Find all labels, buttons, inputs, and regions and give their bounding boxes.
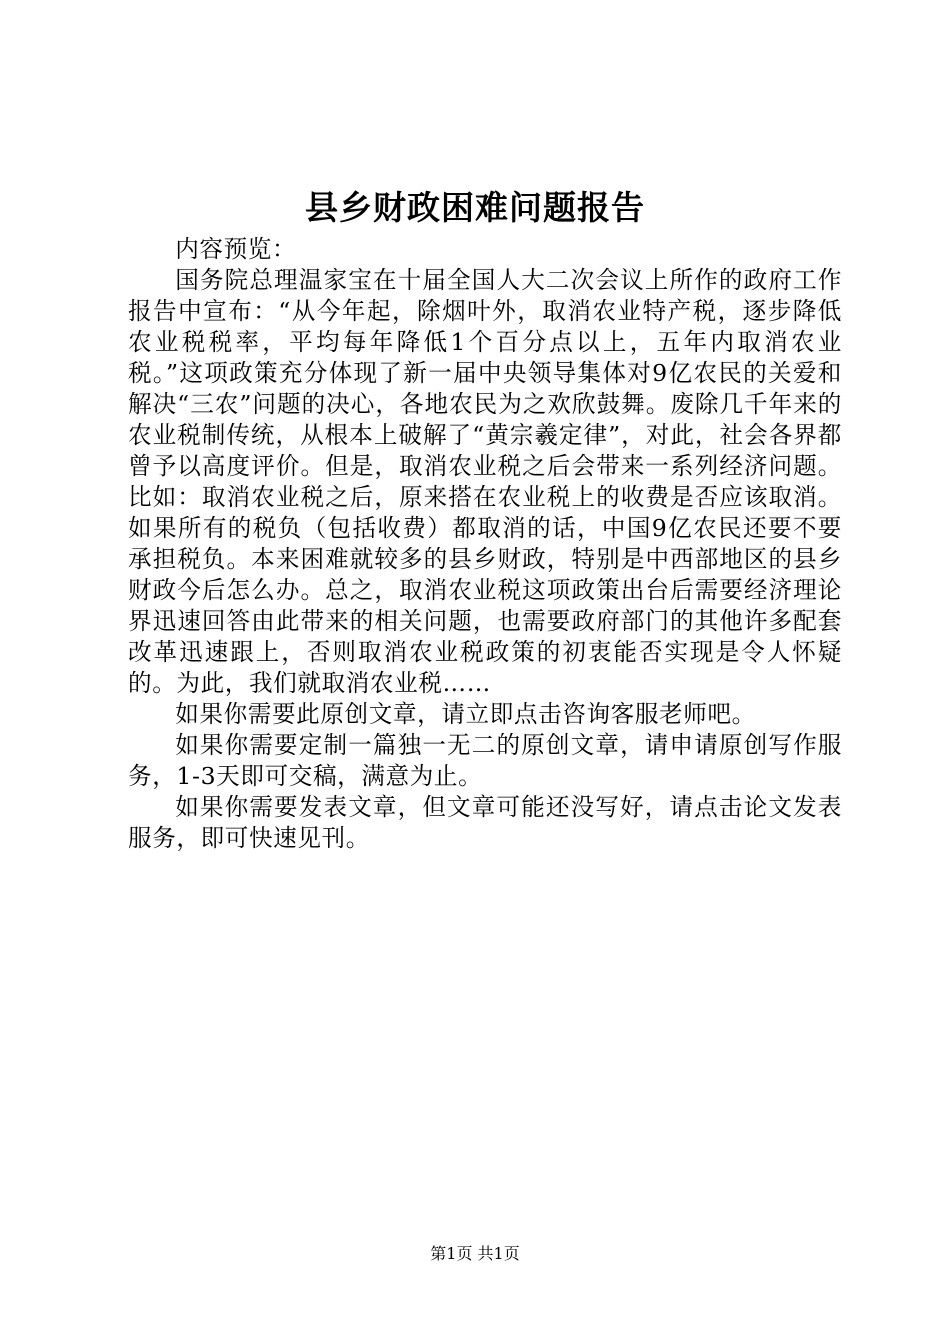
preview-label: 内容预览： [175, 235, 297, 263]
publish-paragraph: 如果你需要发表文章，但文章可能还没写好，请点击论文发表服务，即可快速见刊。 [128, 793, 842, 852]
preview-paragraph: 国务院总理温家宝在十届全国人大二次会议上所作的政府工作报告中宣布：“从今年起，除烟叶外，取消农业特产税，逐步降低农业税税率，平均每年降低1个百分点以上，五年内取消农业税。”这项政策充分体现了新一届中央领导集体对9亿农民的关爱和解决“三农”问题的决心，各地农民为之欢欣鼓舞。废除几千年来的农业税制传统，从根本上破解了“黄宗羲定律”，对此，社会各界都曾予以高度评价。但是，取消农业税之后会带来一系列经济问题。比如：取消农业税之后，原来搭在农业税上的收费是否应该取消。如果所有的税负（包括收费）都取消的话，中国9亿农民还要不要承担税负。本来困难就较多的县乡财政，特别是中西部地区的县乡财政今后怎么办。总之，取消农业税这项政策出台后需要经济理论界迅速回答由此带来的相关问题，也需要政府部门的其他许多配套改革迅速跟上，否则取消农业税政策的初衷能否实现是令人怀疑的。为此，我们就取消农业税…… [128, 266, 842, 697]
custom-writing-paragraph: 如果你需要定制一篇独一无二的原创文章，请申请原创写作服务，1-3天即可交稿，满意为止。 [128, 731, 842, 790]
consult-paragraph: 如果你需要此原创文章，请立即点击咨询客服老师吧。 [175, 700, 756, 728]
document-body [128, 234, 842, 854]
document-title: 县乡财政困难问题报告 [305, 188, 645, 227]
page-footer: 第1页 共1页 [430, 1244, 520, 1263]
